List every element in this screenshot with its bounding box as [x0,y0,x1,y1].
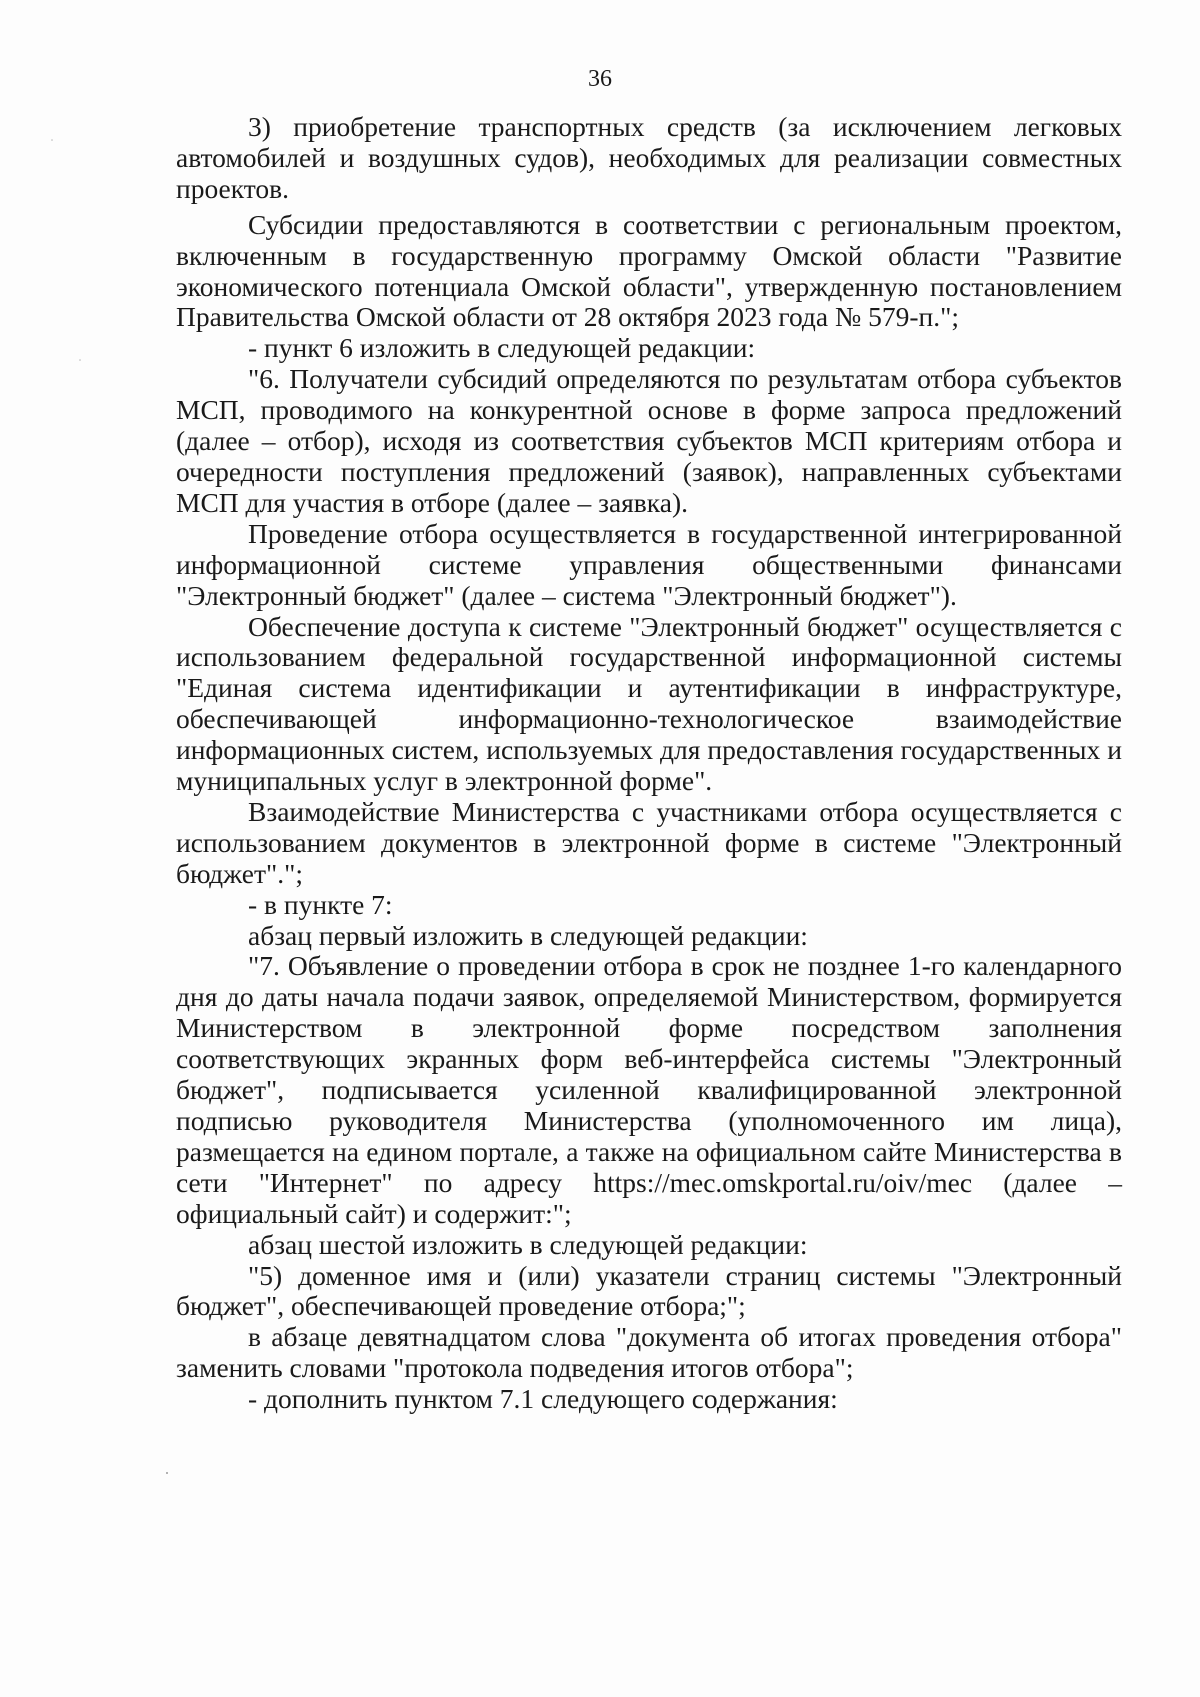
paragraph-subsidies-regional-project: Субсидии предоставляются в соответствии с региональным проектом, включенным в государственную программу Омской области "Развитие экономического потенциала Омской области", утвержденную постановлением Правительства Омской области от 28 октября 2023 года № 579-п."; [176,208,1122,333]
paragraph-system-access: Обеспечение доступа к системе "Электронный бюджет" осуществляется с использованием федеральной государственной информационной системы "Единая система идентификации и аутентификации в инфраструктуре, обеспечивающей информационно-технологическое взаимодействие информационных систем, используемых для предоставления государственных и муниципальных услуг в электронной форме". [176,610,1122,797]
paragraph-ministry-interaction: Взаимодействие Министерства с участниками отбора осуществляется с использованием документов в электронной форме в системе "Электронный бюджет"."; [176,795,1122,889]
document-body [176,112,1122,1415]
paragraph-selection-system: Проведение отбора осуществляется в государственной интегрированной информационной системе управления общественными финансами "Электронный бюджет" (далее – система "Электронный бюджет"). [176,517,1122,611]
paragraph-sixth-clause: абзац шестой изложить в следующей редакции: [248,1228,808,1260]
paragraph-nineteenth-clause: в абзаце девятнадцатом слова "документа об итогах проведения отбора" заменить словами "протокола подведения итогов отбора"; [176,1321,1122,1384]
paragraph-point-7-1: - дополнить пунктом 7.1 следующего содержания: [248,1383,838,1415]
paragraph-point-6-text: "6. Получатели субсидий определяются по результатам отбора субъектов МСП, проводимого на конкурентной основе в форме запроса предложений (далее – отбор), исходя из соответствия субъектов МСП критериям отбора и очередности поступления предложений (заявок), направленных субъектами МСП для участия в отборе (далее – заявка). [176,363,1122,518]
paragraph-point-7: - в пункте 7: [248,888,393,920]
paragraph-point-7-text: "7. Объявление о проведении отбора в срок не позднее 1-го календарного дня до даты начала подачи заявок, определяемой Министерством, формируется Министерством в электронной форме посредством заполнения соответствующих экранных форм веб-интерфейса системы "Электронный бюджет", подписывается усиленной квалифицированной электронной подписью руководителя Министерства (уполномоченного им лица), размещается на едином портале, а также на официальном сайте Министерства в сети "Интернет" по адресу https://mec.omskportal.ru/oiv/mec (далее – официальный сайт) и содержит:"; [176,950,1122,1229]
paragraph-item-3: 3) приобретение транспортных средств (за исключением легковых автомобилей и воздушных судов), необходимых для реализации совместных проектов. [176,111,1122,204]
page-number: 36 [588,66,612,92]
paragraph-first-clause: абзац первый изложить в следующей редакции: [248,919,808,951]
paragraph-item-5: "5) доменное имя и (или) указатели страниц системы "Электронный бюджет", обеспечивающей проведение отбора;"; [176,1259,1122,1322]
paragraph-point-6-amendment: - пункт 6 изложить в следующей редакции: [248,332,756,364]
